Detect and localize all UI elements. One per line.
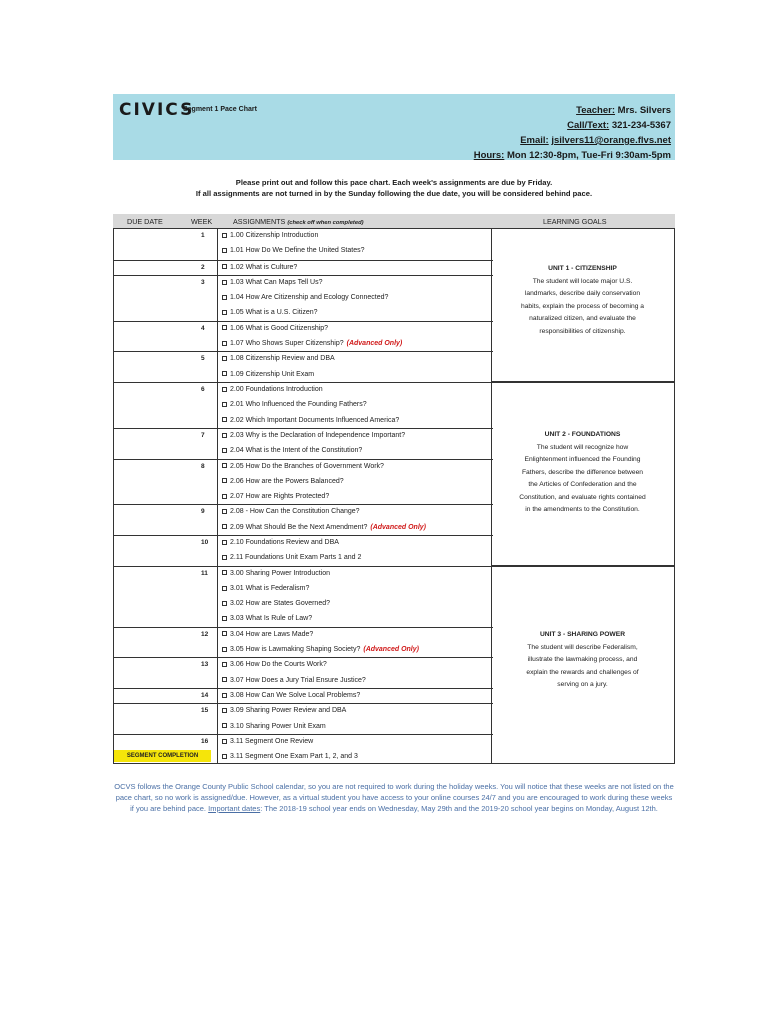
assignment-checkbox[interactable] [222,280,227,285]
unit-goal-line: habits, explain the process of becoming a [520,302,645,310]
assignment-checkbox[interactable] [222,631,227,636]
assignment-title: 1.00 Citizenship Introduction [230,232,319,239]
page-subtitle: Segment 1 Pace Chart [183,106,257,113]
assignment-checkbox[interactable] [222,616,227,621]
assignment-title: 2.04 What is the Intent of the Constitution? [230,447,363,455]
advanced-only-label: (Advanced Only) [346,340,403,348]
week-row [114,275,493,321]
unit-goal-box [491,228,675,382]
assignment-title: 2.02 Which Important Documents Influenced America? [230,416,400,424]
assignment-title: 3.06 How Do the Courts Work? [230,661,327,669]
assignment-title: 2.05 How Do the Branches of Government Work? [230,462,384,470]
col-week: WEEK [191,217,213,226]
unit-goal-line: serving on a jury. [557,681,608,688]
week-row [114,459,493,505]
week-row [114,260,493,275]
unit-goal-line: Constitution, and evaluate rights contained [519,493,646,501]
assignment-checkbox[interactable] [222,371,227,376]
header-banner [113,94,675,160]
assignment-title: 3.07 How Does a Jury Trial Ensure Justice? [230,676,366,684]
unit-goal-line: explain the rewards and challenges of [526,668,639,676]
assignment-checkbox[interactable] [222,417,227,422]
assignment-checkbox[interactable] [222,662,227,667]
assignment-item[interactable] [222,524,426,531]
assignment-checkbox[interactable] [222,433,227,438]
col-assignments-note: (check off when completed) [287,220,364,226]
assignment-item[interactable] [222,677,366,684]
phone-number: 321-234-5367 [611,120,671,131]
assignment-item[interactable] [222,615,312,622]
assignment-table [113,228,492,764]
instructions-line-1: Please print out and follow this pace chart. Each week's assignments are due by Friday. [235,178,553,187]
week-row [114,688,493,703]
column-divider [113,228,114,764]
unit-goal-line: responsibilities of citizenship. [539,327,626,335]
column-divider [217,228,218,764]
week-number: 11 [201,569,208,577]
assignment-checkbox[interactable] [222,754,227,759]
assignment-item[interactable] [222,417,399,424]
assignment-title: 2.09 What Should Be the Next Amendment? [230,523,368,531]
unit-goal-line: in the amendments to the Constitution. [525,506,640,513]
assignment-title: 3.09 Sharing Power Review and DBA [230,707,347,715]
week-number: 15 [201,707,209,715]
assignment-checkbox[interactable] [222,524,227,529]
unit-goal-box [491,382,675,566]
assignment-checkbox[interactable] [222,264,227,269]
assignment-checkbox[interactable] [222,325,227,330]
assignment-title: 1.09 Citizenship Unit Exam [230,370,315,378]
unit-goal-line: The student will recognize how [536,443,629,451]
unit-goal-line: Enlightenment influenced the Founding [524,456,641,463]
assignment-checkbox[interactable] [222,463,227,468]
week-number: 3 [201,278,205,286]
assignment-checkbox[interactable] [222,494,227,499]
assignment-item[interactable] [222,279,322,286]
week-number: 7 [201,431,205,439]
assignment-checkbox[interactable] [222,509,227,514]
assignment-item[interactable] [222,723,326,730]
assignment-title: 1.04 How Are Citizenship and Ecology Connected? [230,294,389,302]
week-number: 12 [201,630,209,638]
assignment-item[interactable] [222,661,327,668]
call-label: Call/Text: [567,120,610,131]
instructions [113,177,675,199]
page-title: CIVICS [119,100,195,120]
assignment-title: 3.11 Segment One Exam Part 1, 2, and 3 [230,753,358,761]
unit-goal-line: illustrate the lawmaking process, and [527,656,638,663]
week-number: 8 [201,462,205,470]
assignment-item[interactable] [222,646,419,653]
assignment-checkbox[interactable] [222,723,227,728]
assignment-title: 1.08 Citizenship Review and DBA [230,355,335,363]
unit-goal-line: the Articles of Confederation and the [528,481,637,488]
assignment-title: 3.00 Sharing Power Introduction [230,569,331,577]
assignment-title: 2.03 Why is the Declaration of Independence Important? [230,431,406,439]
week-row [114,627,493,658]
week-row [114,703,493,734]
assignment-item[interactable] [222,386,323,393]
assignment-item[interactable] [222,570,330,577]
week-row [114,535,493,566]
assignment-title: 3.03 What Is Rule of Law? [230,615,313,623]
assignment-item[interactable] [222,247,365,254]
assignment-title: 3.10 Sharing Power Unit Exam [230,722,326,730]
assignment-checkbox[interactable] [222,693,227,698]
assignment-checkbox[interactable] [222,708,227,713]
assignment-item[interactable] [222,232,318,239]
learning-goals-column [491,228,675,764]
assignment-item[interactable] [222,493,329,500]
assignment-item[interactable] [222,692,360,699]
assignment-title: 1.06 What is Good Citizenship? [230,324,329,332]
assignment-item[interactable] [222,340,402,347]
assignment-title: 2.07 How are Rights Protected? [230,493,330,501]
calendar-note-text-2: : The 2018-19 school year ends on Wednesday, May 29th and the 2019-20 school year begins on Monday, August 12th. [260,804,658,813]
assignment-item[interactable] [222,264,297,271]
week-row [114,351,493,382]
unit-goal-line: Fathers, describe the difference between [521,468,644,476]
week-row [114,382,493,428]
assignment-item[interactable] [222,707,346,714]
col-assignments-label: ASSIGNMENTS [233,217,286,226]
assignment-title: 3.01 What is Federalism? [230,584,310,592]
assignment-checkbox[interactable] [222,233,227,238]
week-number: 13 [201,661,209,669]
assignment-item[interactable] [222,371,314,378]
email-label: Email: [520,135,549,146]
assignment-checkbox[interactable] [222,570,227,575]
week-row [114,566,493,627]
week-number: 2 [201,263,205,271]
assignment-item[interactable] [222,585,309,592]
unit-title: UNIT 2 - FOUNDATIONS [544,431,621,438]
assignment-item[interactable] [222,309,318,316]
col-learning-goals: LEARNING GOALS [543,217,607,226]
unit-goal-line: naturalized citizen, and evaluate the [529,315,636,322]
week-number: 16 [201,737,209,745]
assignment-title: 1.07 Who Shows Super Citizenship? [230,340,344,348]
assignment-item[interactable] [222,554,361,561]
assignment-title: 2.11 Foundations Unit Exam Parts 1 and 2 [230,554,362,562]
assignment-checkbox[interactable] [222,295,227,300]
unit-title: UNIT 1 - CITIZENSHIP [548,265,617,272]
assignment-checkbox[interactable] [222,402,227,407]
week-row [114,657,493,688]
unit-title: UNIT 3 - SHARING POWER [539,631,626,638]
assignment-checkbox[interactable] [222,540,227,545]
week-number: 14 [201,692,209,699]
assignment-checkbox[interactable] [222,356,227,361]
week-row [114,504,493,535]
assignment-item[interactable] [222,294,388,301]
week-number: 6 [201,386,205,393]
assignment-checkbox[interactable] [222,478,227,483]
assignment-checkbox[interactable] [222,647,227,652]
week-number: 1 [201,232,205,239]
assignment-checkbox[interactable] [222,341,227,346]
teacher-name: Mrs. Silvers [617,105,671,116]
week-number: 4 [201,324,205,332]
week-row [114,229,493,260]
assignment-checkbox[interactable] [222,248,227,253]
assignment-title: 2.01 Who Influenced the Founding Fathers? [230,401,367,409]
assignment-title: 2.08 - How Can the Constitution Change? [230,508,360,516]
assignment-item[interactable] [222,401,367,408]
week-number: 9 [201,508,205,516]
week-number: 10 [201,539,209,546]
assignment-title: 3.04 How are Laws Made? [230,630,314,638]
col-due-date: DUE DATE [127,217,163,226]
advanced-only-label: (Advanced Only) [363,646,419,654]
assignment-checkbox[interactable] [222,310,227,315]
unit-goal-box [491,566,675,764]
assignment-title: 1.03 What Can Maps Tell Us? [230,278,323,286]
assignment-checkbox[interactable] [222,677,227,682]
assignment-item[interactable] [222,753,358,760]
advanced-only-label: (Advanced Only) [370,523,426,531]
assignment-title: 3.11 Segment One Review [230,737,314,745]
assignment-item[interactable] [222,432,405,439]
assignment-title: 3.08 How Can We Solve Local Problems? [230,692,361,699]
segment-completion-badge: SEGMENT COMPLETION [114,750,211,762]
assignment-item[interactable] [222,508,360,515]
instructions-line-2: If all assignments are not turned in by the Sunday following the due date, you will be considered behind pace. [195,189,593,198]
calendar-note-text-1: OCVS follows the Orange County Public School calendar, so you are not required to work during the holiday weeks. You will notice that these weeks are not listed on the pace chart, so no work is assigned/due. However, as a virtual student you have access to your online courses 24/7 and you are encouraged to work during these weeks if you are behind pace. [114,782,674,813]
week-number: 5 [201,355,205,363]
assignment-title: 2.00 Foundations Introduction [230,386,323,393]
assignment-title: 1.02 What is Culture? [230,263,298,271]
unit-goal-line: The student will locate major U.S. [532,277,633,285]
important-dates-link[interactable]: Important dates [208,804,261,813]
assignment-title: 2.10 Foundations Review and DBA [230,539,339,546]
assignment-item[interactable] [222,600,330,607]
teacher-contact [474,103,671,163]
assignment-title: 1.01 How Do We Define the United States? [230,247,365,255]
email-address[interactable]: jsilvers11@orange.flvs.net [551,135,671,146]
assignment-item[interactable] [222,447,362,454]
assignment-item[interactable] [222,463,384,470]
assignment-checkbox[interactable] [222,555,227,560]
office-hours: Mon 12:30-8pm, Tue-Fri 9:30am-5pm [506,150,671,161]
table-header [113,214,675,228]
assignment-checkbox[interactable] [222,586,227,591]
assignment-title: 3.02 How are States Governed? [230,600,331,608]
teacher-label: Teacher: [576,105,616,116]
assignment-checkbox[interactable] [222,601,227,606]
assignment-checkbox[interactable] [222,448,227,453]
col-assignments [233,217,364,226]
assignment-item[interactable] [222,539,339,546]
assignment-item[interactable] [222,478,344,485]
assignment-item[interactable] [222,631,313,638]
assignment-title: 1.05 What is a U.S. Citizen? [230,309,318,317]
assignment-title: 3.05 How is Lawmaking Shaping Society? [230,646,361,654]
hours-label: Hours: [473,150,505,161]
assignment-checkbox[interactable] [222,387,227,392]
assignment-checkbox[interactable] [222,739,227,744]
unit-goal-line: The student will describe Federalism, [527,643,638,651]
assignment-title: 2.06 How are the Powers Balanced? [230,477,344,485]
assignment-item[interactable] [222,738,313,745]
assignment-item[interactable] [222,355,335,362]
week-row [114,321,493,352]
unit-goal-line: landmarks, describe daily conservation [524,290,641,297]
calendar-note [113,781,675,814]
assignment-item[interactable] [222,325,328,332]
week-row [114,428,493,459]
